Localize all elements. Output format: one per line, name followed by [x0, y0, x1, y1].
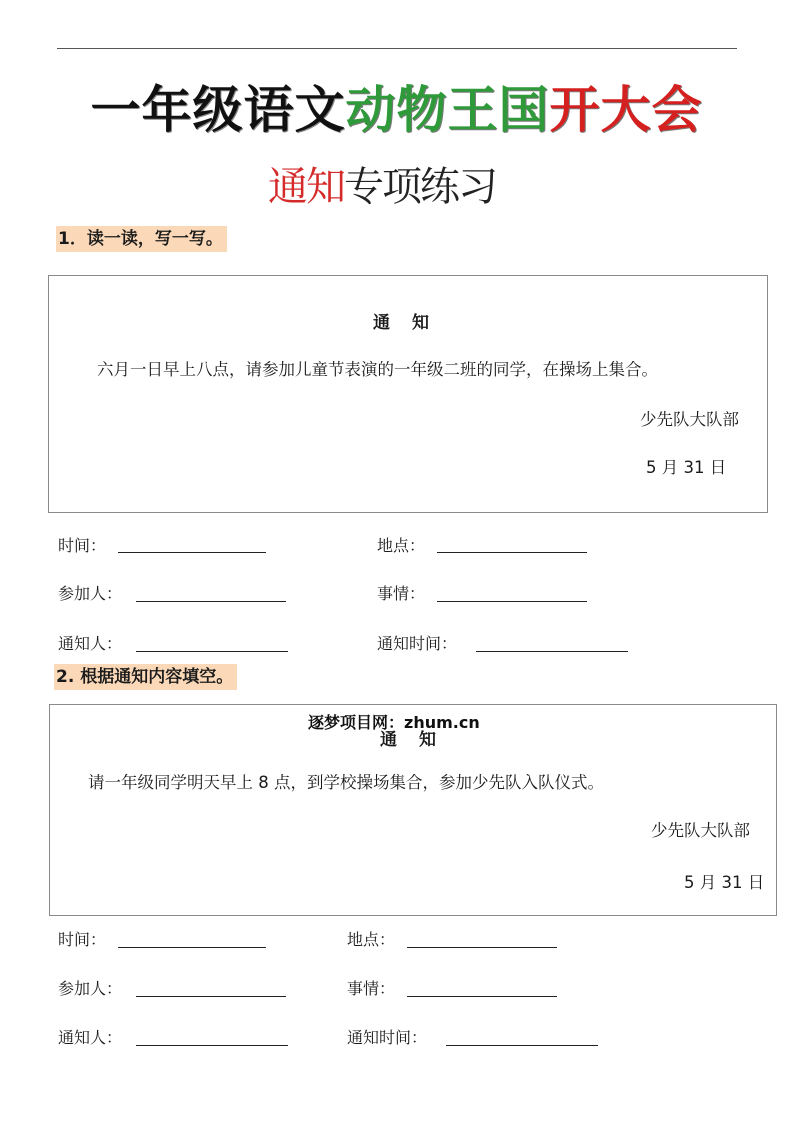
- s2-matter-label: 事情：: [347, 979, 396, 998]
- s1-place-label: 地点：: [377, 536, 426, 555]
- section2-notice-date: 5 月 31 日: [684, 873, 765, 892]
- s2-time-blank[interactable]: [118, 947, 266, 948]
- s2-matter-blank[interactable]: [407, 996, 557, 997]
- title-part-green: 动物王国: [345, 81, 550, 139]
- section1-notice-title: 通知: [373, 313, 451, 333]
- section2-heading: 2. 根据通知内容填空。: [54, 664, 237, 690]
- title-part-black: 一年级语文: [90, 81, 346, 139]
- s1-participants-blank[interactable]: [136, 601, 286, 602]
- s2-place-label: 地点：: [347, 930, 396, 949]
- s2-place-blank[interactable]: [407, 947, 557, 948]
- s1-place-blank[interactable]: [437, 552, 587, 553]
- section1-notice-signature: 少先队大队部: [640, 410, 739, 429]
- subtitle-part-dark: 专项练习: [344, 164, 496, 210]
- top-rule: [57, 48, 737, 49]
- watermark: 逐梦项目网：zhum.cn: [308, 713, 480, 732]
- section2-notice-body: 请一年级同学明天早上 8 点，到学校操场集合，参加少先队入队仪式。: [88, 773, 604, 792]
- page-title: [0, 78, 793, 142]
- s2-time-label: 时间：: [58, 930, 107, 949]
- section2-notice-signature: 少先队大队部: [651, 821, 750, 840]
- s1-notice-time-label: 通知时间：: [377, 634, 458, 653]
- s1-time-label: 时间：: [58, 536, 107, 555]
- s2-notice-time-label: 通知时间：: [347, 1028, 428, 1047]
- s2-notifier-label: 通知人：: [58, 1028, 123, 1047]
- s1-notifier-blank[interactable]: [136, 651, 288, 652]
- section1-heading: 1．读一读，写一写。: [56, 226, 227, 252]
- subtitle-part-red: 通知: [268, 164, 344, 210]
- s1-matter-label: 事情：: [377, 584, 426, 603]
- section1-notice-box: [48, 275, 768, 513]
- s1-notice-time-blank[interactable]: [476, 651, 628, 652]
- s2-participants-blank[interactable]: [136, 996, 286, 997]
- section1-notice-body: 六月一日早上八点，请参加儿童节表演的一年级二班的同学，在操场上集合。: [97, 360, 658, 379]
- s2-notice-time-blank[interactable]: [446, 1045, 598, 1046]
- s2-participants-label: 参加人：: [58, 979, 123, 998]
- s2-notifier-blank[interactable]: [136, 1045, 288, 1046]
- s1-matter-blank[interactable]: [437, 601, 587, 602]
- section2-notice-title: 通知: [380, 730, 458, 750]
- section1-notice-date: 5 月 31 日: [646, 458, 727, 477]
- s1-notifier-label: 通知人：: [58, 634, 123, 653]
- s1-time-blank[interactable]: [118, 552, 266, 553]
- title-part-red: 开大会: [549, 81, 703, 139]
- s1-participants-label: 参加人：: [58, 584, 123, 603]
- section2-notice-box: [49, 704, 777, 916]
- page-subtitle: [268, 162, 496, 212]
